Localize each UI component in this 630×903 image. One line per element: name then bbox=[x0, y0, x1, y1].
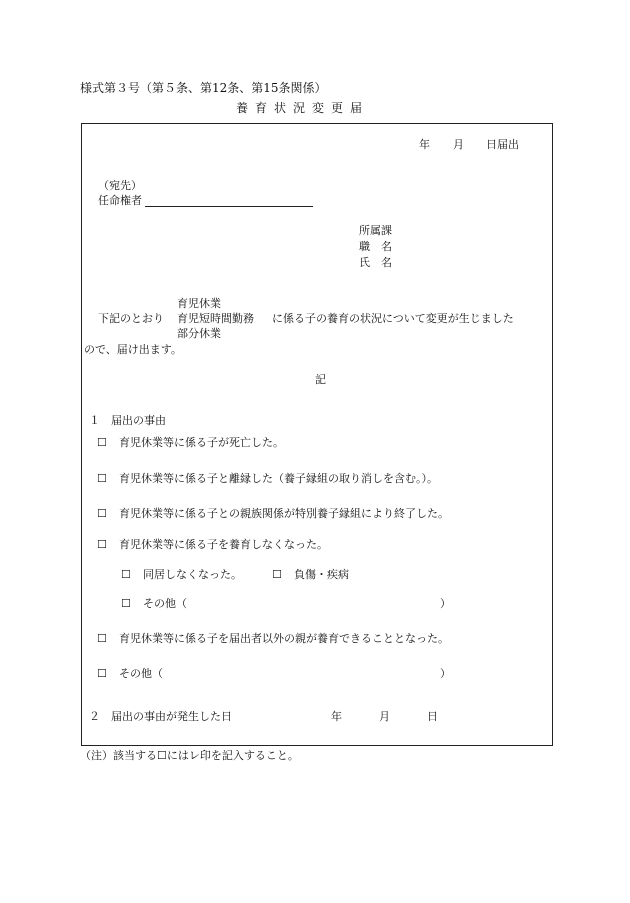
sub-reason-other: その他（ bbox=[143, 597, 187, 610]
form-frame bbox=[81, 123, 553, 746]
form-title: 養育状況変更届 bbox=[236, 101, 370, 115]
occurrence-month-label: 月 bbox=[379, 710, 390, 723]
reason-other: その他（ bbox=[119, 667, 163, 680]
ki-heading: 記 bbox=[315, 373, 326, 386]
date-year-label: 年 bbox=[419, 138, 430, 151]
checkbox-special-adoption[interactable]: ☐ bbox=[97, 507, 107, 520]
option-partial-leave: 部分休業 bbox=[177, 327, 221, 340]
checkbox-sub-other[interactable]: ☐ bbox=[121, 597, 131, 610]
department-label: 所属課 bbox=[359, 224, 392, 237]
sub-reason-not-living-together: 同居しなくなった。 bbox=[143, 568, 242, 581]
name-label: 氏 名 bbox=[359, 256, 392, 269]
occurrence-year-label: 年 bbox=[331, 710, 342, 723]
checkbox-not-living-together[interactable]: ☐ bbox=[121, 568, 131, 581]
checkbox-child-died[interactable]: ☐ bbox=[97, 436, 107, 449]
option-short-hours: 育児短時間勤務 bbox=[177, 312, 254, 325]
date-submit-label: 日届出 bbox=[486, 138, 519, 151]
appointer-field[interactable] bbox=[145, 206, 313, 207]
body-continuation: ので、届け出ます。 bbox=[84, 343, 182, 356]
reason-other-parent: 育児休業等に係る子を届出者以外の親が養育できることとなった。 bbox=[119, 632, 449, 645]
checkbox-other[interactable]: ☐ bbox=[97, 667, 107, 680]
date-month-label: 月 bbox=[453, 138, 464, 151]
body-main: に係る子の養育の状況について変更が生じました bbox=[272, 312, 514, 325]
addressee-prefix: （宛先） bbox=[98, 179, 142, 192]
reason-child-died: 育児休業等に係る子が死亡した。 bbox=[119, 436, 284, 449]
reason-no-longer-raising: 育児休業等に係る子を養育しなくなった。 bbox=[119, 538, 328, 551]
reason-dissolved-adoption: 育児休業等に係る子と離縁した（養子縁組の取り消しを含む。）。 bbox=[119, 472, 438, 485]
position-label: 職 名 bbox=[359, 240, 392, 253]
checkbox-no-longer-raising[interactable]: ☐ bbox=[97, 538, 107, 551]
occurrence-day-label: 日 bbox=[427, 710, 438, 723]
sub-other-close-paren: ） bbox=[440, 597, 451, 610]
checkbox-injury-illness[interactable]: ☐ bbox=[272, 568, 282, 581]
section1-heading: １ 届出の事由 bbox=[89, 414, 166, 427]
reason-special-adoption: 育児休業等に係る子との親族関係が特別養子縁組により終了した。 bbox=[119, 507, 449, 520]
section2-heading: ２ 届出の事由が発生した日 bbox=[89, 710, 232, 723]
body-lead: 下記のとおり bbox=[98, 312, 164, 325]
option-childcare-leave: 育児休業 bbox=[177, 297, 221, 310]
sub-reason-injury-illness: 負傷・疾病 bbox=[294, 568, 349, 581]
other-close-paren: ） bbox=[440, 667, 451, 680]
appointer-label: 任命権者 bbox=[98, 194, 142, 207]
footnote: （注）該当する☐にはレ印を記入すること。 bbox=[80, 749, 299, 762]
checkbox-other-parent[interactable]: ☐ bbox=[97, 632, 107, 645]
form-number: 様式第３号（第５条、第12条、第15条関係） bbox=[80, 81, 327, 95]
checkbox-dissolved-adoption[interactable]: ☐ bbox=[97, 472, 107, 485]
